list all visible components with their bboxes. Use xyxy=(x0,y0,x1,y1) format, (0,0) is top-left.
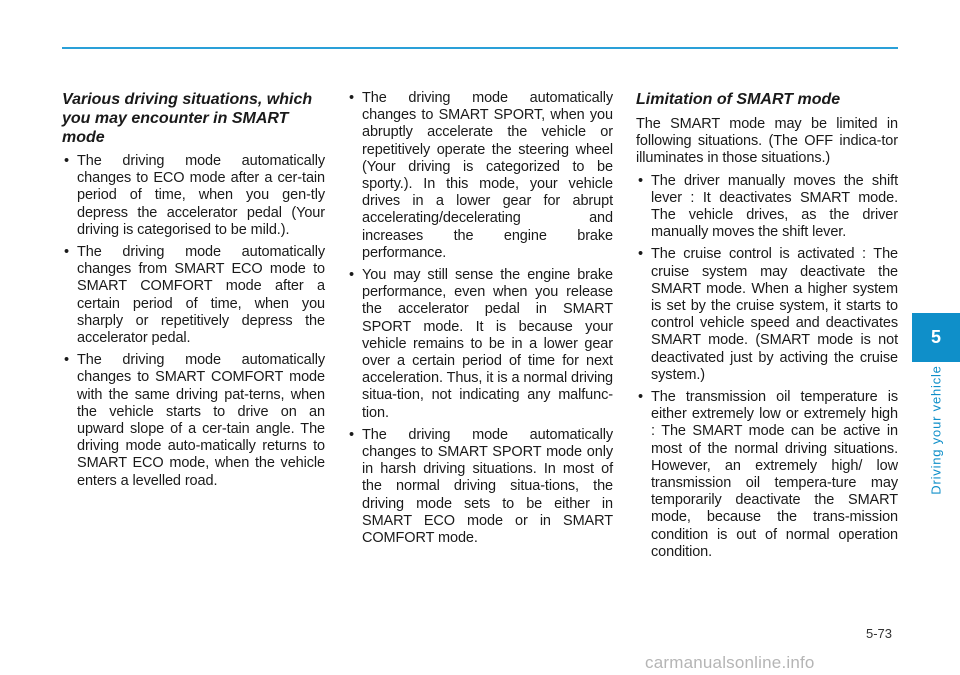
bullet-icon: • xyxy=(349,90,354,106)
chapter-tab[interactable]: 5 xyxy=(912,313,960,362)
list-item: • The driving mode automatically changes to SMART COMFORT mode with the same driving pat-terns, when the vehicle starts to drive on an upward slope of a cer-tain angle. The driving mode auto-matically returns to SMART ECO mode, when the vehicle enters a levelled road. xyxy=(64,352,325,489)
list-item: • The driving mode automatically changes from SMART ECO mode to SMART COMFORT mode after a certain period of time, when you sharply or repetitively depress the accelerator pedal. xyxy=(64,244,325,347)
column-1 xyxy=(62,90,325,495)
intro-paragraph: The SMART mode may be limited in following situations. (The OFF indica-tor illuminates in those situations.) xyxy=(636,116,898,167)
header-rule xyxy=(62,47,898,49)
chapter-label: Driving your vehicle xyxy=(928,365,944,495)
section-heading-driving-situations: Various driving situations, which you may encounter in SMART mode xyxy=(62,91,313,146)
list-item: • You may still sense the engine brake performance, even when you release the accelerator pedal in SMART SPORT mode. It is because your vehicle remains to be in a lower gear over a certain period of time for next acceleration. Thus, it is a normal driving situa-tion, not indicating any malfunc-tion. xyxy=(349,267,614,421)
list-item: • The driving mode automatically changes to SMART SPORT, when you abruptly accelerate the vehicle or repetitively operate the steering wheel (Your driving is categorized to be sporty.). In this mode, your vehicle drives in a lower gear for abrupt accelerating/decelerating and increases the engine brake performance. xyxy=(349,90,613,261)
bullet-icon: • xyxy=(638,246,643,263)
section-heading-limitation: Limitation of SMART mode xyxy=(636,91,841,108)
bullet-list-2 xyxy=(347,90,613,547)
column-2 xyxy=(347,90,613,552)
bullet-icon: • xyxy=(349,426,354,443)
bullet-icon: • xyxy=(64,352,69,369)
bullet-icon: • xyxy=(64,244,69,261)
list-item: • The cruise control is activated : The cruise system may deactivate the SMART mode. When a higher system is set by the cruise system, it starts to control vehicle speed and deactivates SMART mode. (SMART mode is not deactivated just by activing the cruise system.) xyxy=(638,246,898,383)
watermark: carmanualsonline.info xyxy=(645,653,815,672)
bullet-icon: • xyxy=(64,153,69,169)
list-item: • The transmission oil temperature is either extremely low or extremely high : The SMART mode can be active in most of the normal driving situations. However, an extremely high/ low transmission oil tempera-ture may temporarily deactivate the SMART mode, because the trans-mission condition is out of normal operation condition. xyxy=(638,389,898,560)
bullet-icon: • xyxy=(638,172,643,189)
bullet-list-3 xyxy=(636,173,898,561)
page-number: 5-73 xyxy=(866,626,893,641)
bullet-list-1 xyxy=(62,153,325,490)
list-item: • The driver manually moves the shift lever : It deactivates SMART mode. The vehicle drives, as the driver manually moves the shift lever. xyxy=(638,172,898,241)
list-item: • The driving mode automatically changes to SMART SPORT mode only in harsh driving situations. In most of the normal driving situa-tions, the driving mode sets to be either in SMART ECO mode or in SMART COMFORT mode. xyxy=(349,426,613,547)
column-3 xyxy=(636,90,898,566)
list-item: • The driving mode automatically changes to ECO mode after a cer-tain period of time, when you gen-tly depress the accelerator pedal (Your driving is categorised to be mild.). xyxy=(64,153,325,238)
bullet-icon: • xyxy=(349,267,354,284)
bullet-icon: • xyxy=(638,389,643,406)
